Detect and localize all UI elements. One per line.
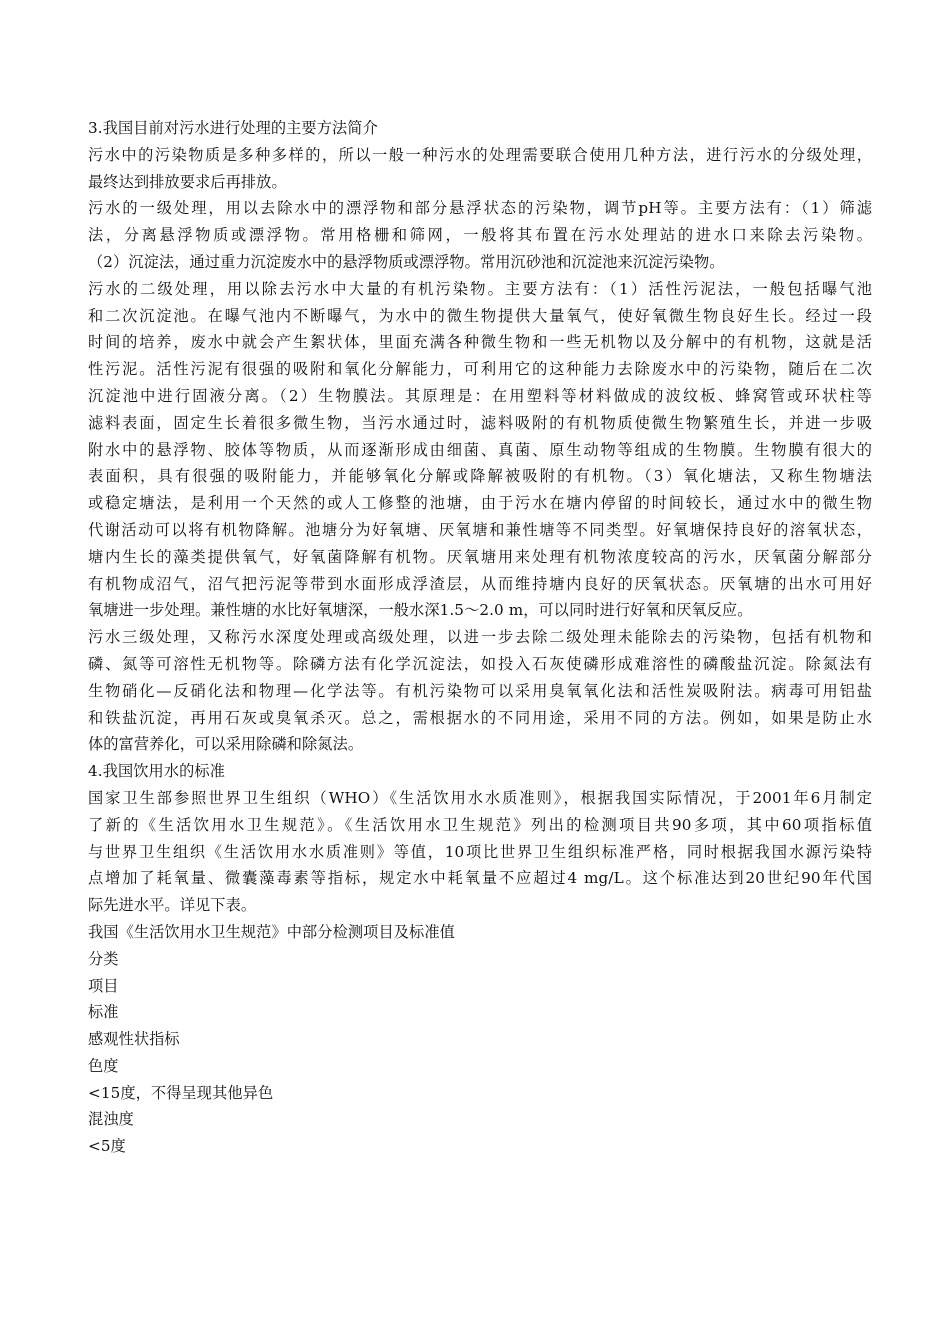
text-line: 或稳定塘法，是利用一个天然的或人工修整的池塘，由于污水在塘内停留的时间较长，通过水中的微生物 [88, 494, 872, 513]
text-line: 沉淀池中进行固液分离。（2）生物膜法。其原理是：在用塑料等材料做成的波纹板、蜂窝管或环状柱等 [88, 386, 872, 405]
text-line: 3.我国目前对污水进行处理的主要方法简介 [88, 119, 378, 137]
text-line: 污水中的污染物质是多种多样的，所以一般一种污水的处理需要联合使用几种方法，进行污水的分级处理， [88, 145, 872, 164]
document-body [88, 115, 872, 1160]
text-line: 最终达到排放要求后再排放。 [88, 172, 287, 191]
text-line: 我国《生活饮用水卫生规范》中部分检测项目及标准值 [88, 922, 455, 941]
text-line: 体的富营养化，可以采用除磷和除氮法。 [88, 735, 364, 754]
text-line: （2）沉淀法，通过重力沉淀废水中的悬浮物质或漂浮物。常用沉砂池和沉淀池来沉淀污染物。 [88, 252, 725, 271]
text-line: 表面积，具有很强的吸附能力，并能够氧化分解或降解被吸附的有机物。（3）氧化塘法，又称生物塘法 [88, 467, 872, 486]
text-line: 项目 [88, 976, 119, 995]
text-line: 污水的一级处理，用以去除水中的漂浮物和部分悬浮状态的污染物，调节pH等。主要方法有：（1）筛滤 [88, 199, 872, 218]
text-line: 塘内生长的藻类提供氧气，好氧菌降解有机物。厌氧塘用来处理有机物浓度较高的污水，厌氧菌分解部分 [88, 547, 872, 566]
text-line: 际先进水平。详见下表。 [88, 896, 257, 915]
text-line: <5度 [88, 1137, 126, 1156]
text-line: 4.我国饮用水的标准 [88, 762, 225, 781]
text-line: 和二次沉淀池。在曝气池内不断曝气，为水中的微生物提供大量氧气，使好氧微生物良好生长。经过一段 [88, 306, 872, 325]
text-line: 附水中的悬浮物、胶体等物质，从而逐渐形成由细菌、真菌、原生动物等组成的生物膜。生物膜有很大的 [88, 440, 872, 459]
text-line: 感观性状指标 [88, 1030, 180, 1049]
text-line: 有机物成沼气，沼气把污泥等带到水面形成浮渣层，从而维持塘内良好的厌氧状态。厌氧塘的出水可用好 [88, 574, 872, 593]
text-line: 污水的二级处理，用以除去污水中大量的有机污染物。主要方法有：（1）活性污泥法，一般包括曝气池 [88, 279, 872, 298]
text-line: 与世界卫生组织《生活饮用水水质准则》等值，10项比世界卫生组织标准严格，同时根据我国水源污染特 [88, 842, 872, 861]
text-line: 法，分离悬浮物质或漂浮物。常用格栅和筛网，一般将其布置在污水处理站的进水口来除去污染物。 [88, 226, 872, 245]
text-line: 性污泥。活性污泥有很强的吸附和氧化分解能力，可利用它的这种能力去除废水中的污染物，随后在二次 [88, 360, 872, 379]
text-line: 代谢活动可以将有机物降解。池塘分为好氧塘、厌氧塘和兼性塘等不同类型。好氧塘保持良好的溶氧状态， [88, 520, 872, 539]
text-line: 了新的《生活饮用水卫生规范》。《生活饮用水卫生规范》列出的检测项目共90多项，其中60项指标值 [88, 815, 872, 834]
text-line: <15度，不得呈现其他异色 [88, 1083, 274, 1102]
text-line: 滤料表面，固定生长着很多微生物，当污水通过时，滤料吸附的有机物质使微生物繁殖生长，并进一步吸 [88, 413, 872, 432]
text-line: 分类 [88, 949, 119, 968]
text-line: 和铁盐沉淀，再用石灰或臭氧杀灭。总之，需根据水的不同用途，采用不同的方法。例如，如果是防止水 [88, 708, 872, 727]
text-line: 生物硝化—反硝化法和物理—化学法等。有机污染物可以采用臭氧氧化法和活性炭吸附法。病毒可用铝盐 [88, 681, 872, 700]
text-line: 色度 [88, 1056, 119, 1075]
text-line: 时间的培养，废水中就会产生絮状体，里面充满各种微生物和一些无机物以及分解中的有机物，这就是活 [88, 333, 872, 352]
text-line: 污水三级处理，又称污水深度处理或高级处理，以进一步去除二级处理未能除去的污染物，包括有机物和 [88, 628, 872, 647]
text-line: 国家卫生部参照世界卫生组织（WHO）《生活饮用水水质准则》，根据我国实际情况，于2001年6月制定 [88, 788, 872, 807]
text-line: 点增加了耗氧量、微囊藻毒素等指标，规定水中耗氧量不应超过4 mg/L。这个标准达到20世纪90年代国 [88, 869, 872, 888]
text-line: 氧塘进一步处理。兼性塘的水比好氧塘深，一般水深1.5～2.0 m，可以同时进行好氧和厌氧反应。 [88, 601, 753, 620]
document-page [88, 115, 872, 1160]
text-line: 混浊度 [88, 1110, 134, 1129]
text-line: 标准 [88, 1003, 119, 1022]
text-line: 磷、氮等可溶性无机物等。除磷方法有化学沉淀法，如投入石灰使磷形成难溶性的磷酸盐沉淀。除氮法有 [88, 654, 872, 673]
